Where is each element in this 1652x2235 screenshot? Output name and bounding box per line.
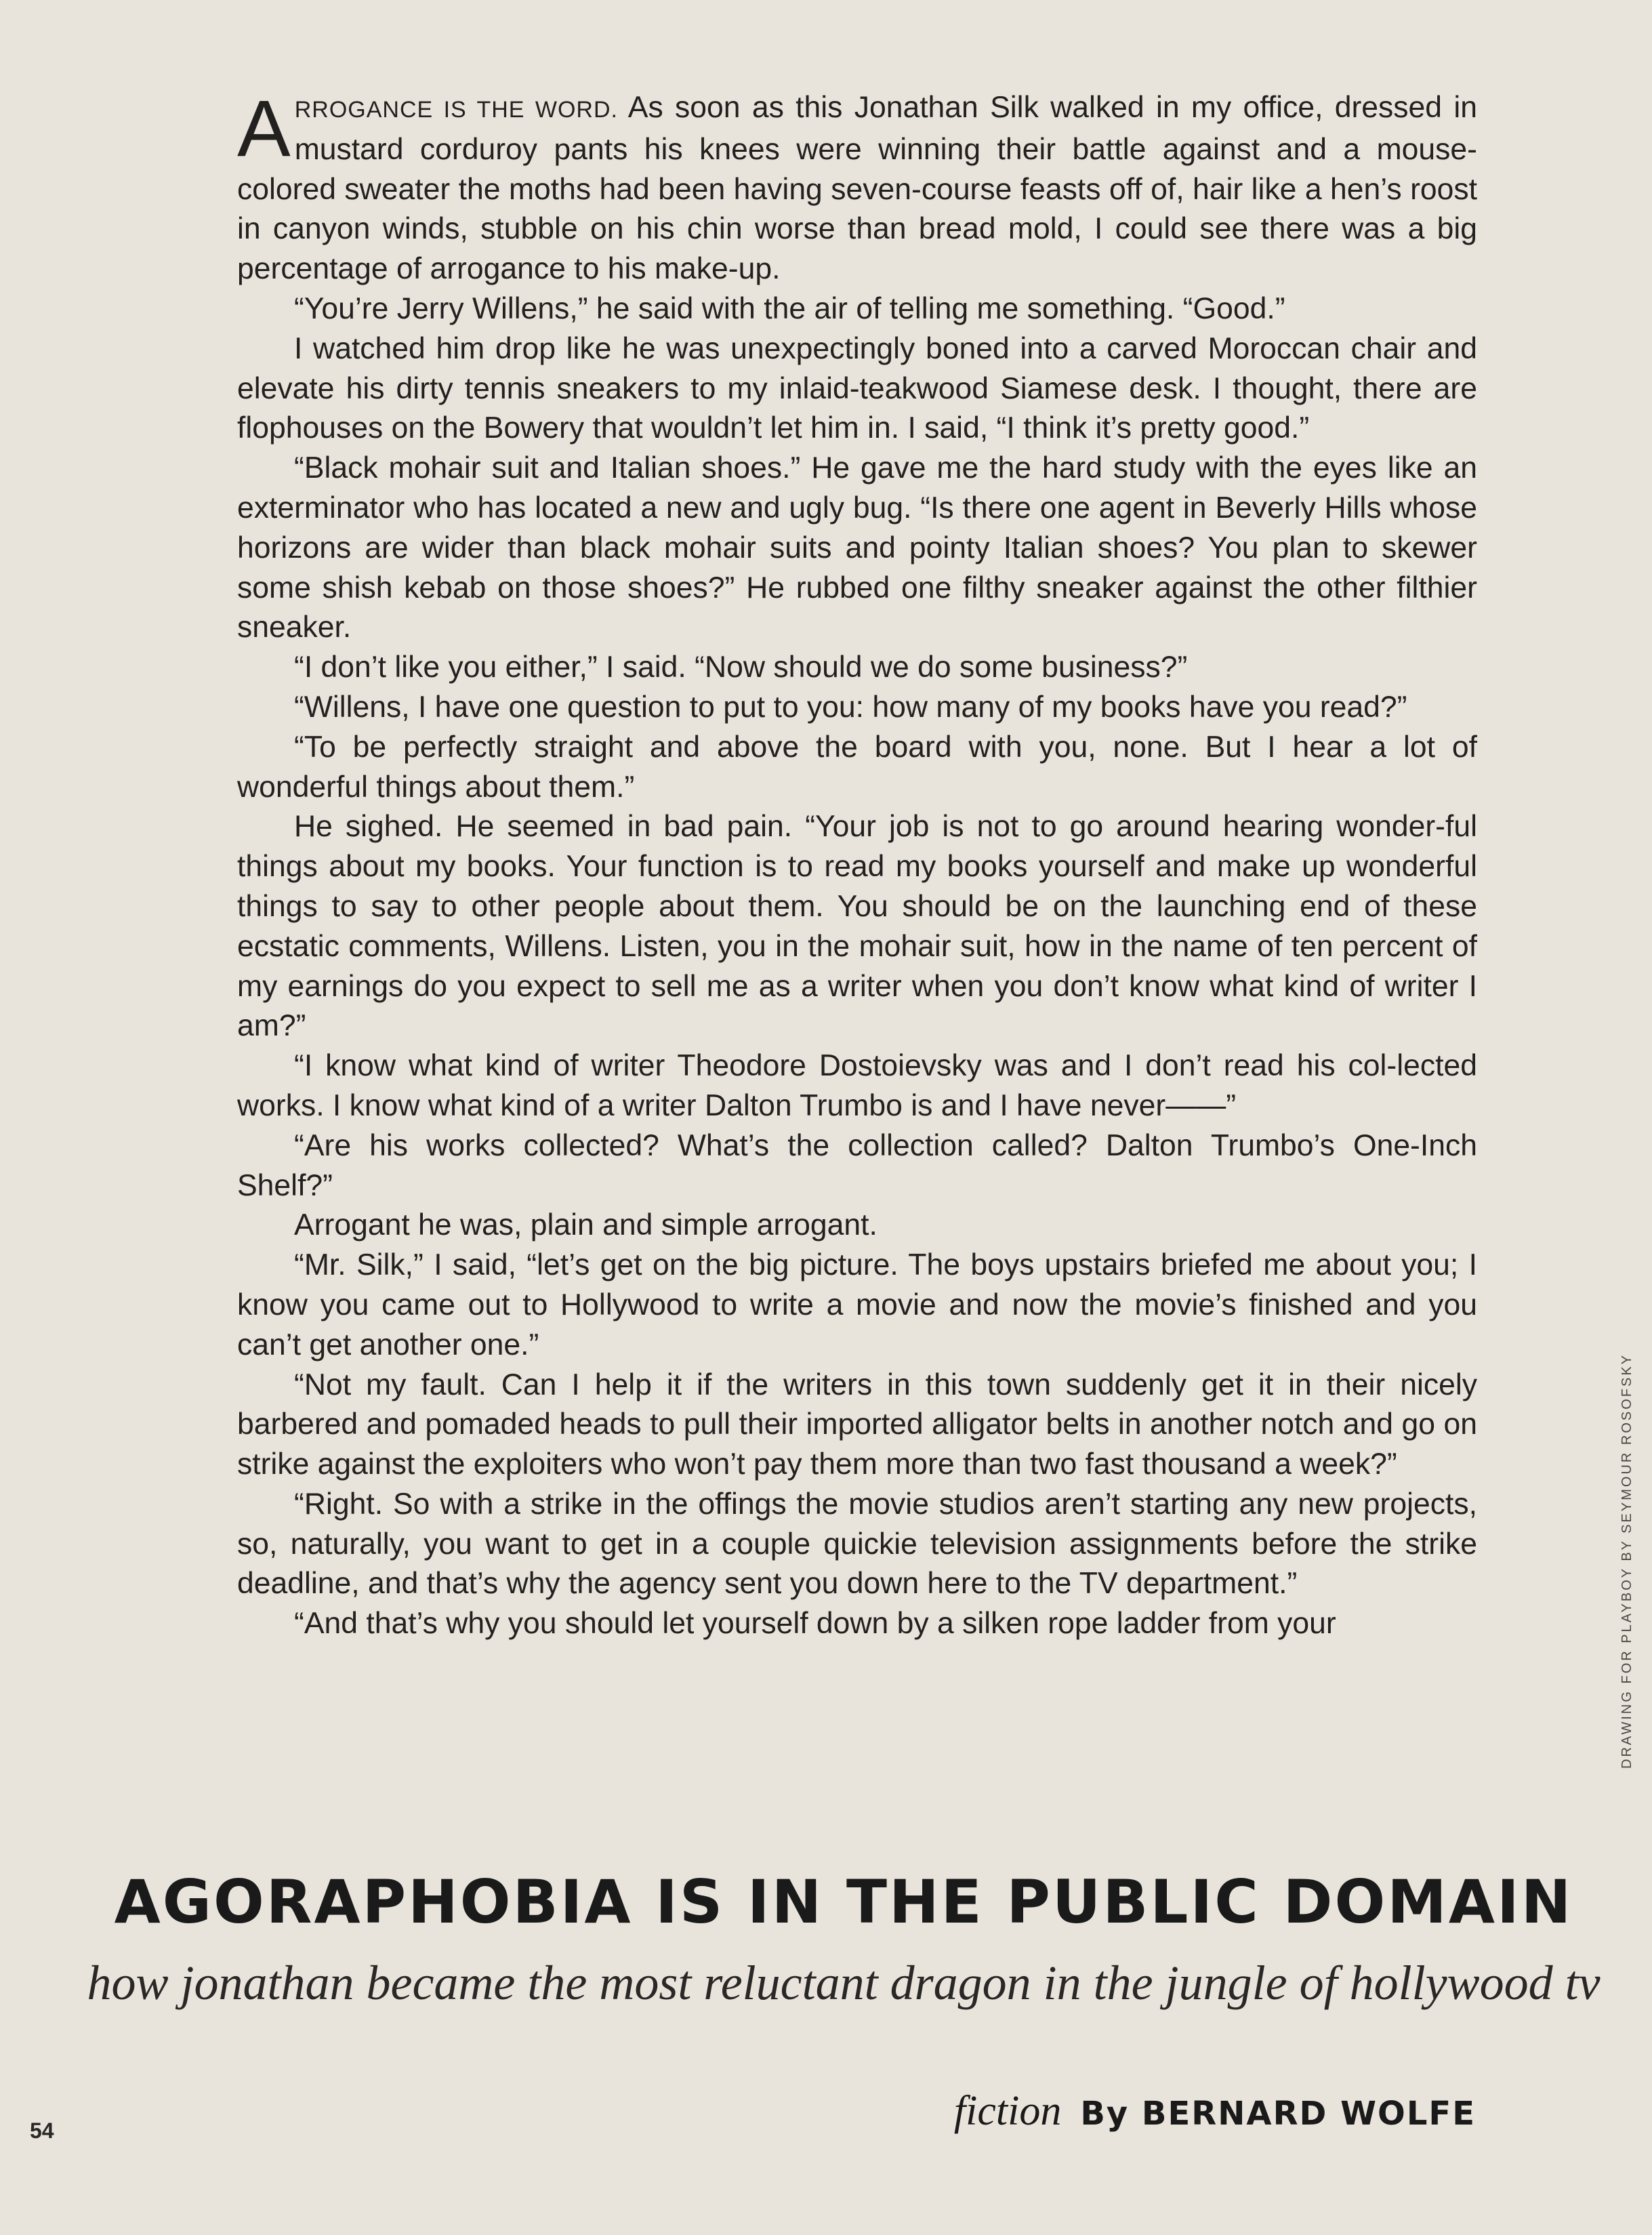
article-paragraph: He sighed. He seemed in bad pain. “Your job is not to go around hearing wonder-ful things about my books. Your function is to read my books yourself and make up wonderful things to say to other people about them. You should be on the launching end of these ecstatic comments, Willens. Listen, you in the mohair suit, how in the name of ten percent of my earnings do you expect to sell me as a writer when you don’t know what kind of writer I am?” — [237, 810, 1477, 1043]
illustration-credit: DRAWING FOR PLAYBOY BY SEYMOUR ROSOFSKY — [1619, 1353, 1634, 1769]
article-title: AGORAPHOBIA IS IN THE PUBLIC DOMAIN — [114, 1867, 1573, 1937]
page-number: 54 — [30, 2118, 54, 2143]
article-subtitle: how jonathan became the most reluctant dragon in the jungle of hollywood tv — [87, 1956, 1601, 2010]
article-paragraph: “Willens, I have one question to put to you: how many of my books have you read?” — [294, 690, 1407, 724]
article-paragraph: “And that’s why you should let yourself down by a silken rope ladder from your — [294, 1607, 1336, 1641]
article-paragraph: “To be perfectly straight and above the board with you, none. But I hear a lot of wonderful things about them.” — [237, 730, 1477, 804]
byline — [954, 2087, 1476, 2135]
article-paragraph: “Right. So with a strike in the offings the movie studios aren’t starting any new projects, so, naturally, you want to get in a couple quickie television assignments before the strike deadline, and that’s why the agency sent you down here to the TV department.” — [237, 1487, 1477, 1601]
first-paragraph-text: As soon as this Jonathan Silk walked in my office, dressed in mustard corduroy pants his knees were winning their battle against and a mouse-colored sweater the moths had been having seven-course feasts off of, hair like a hen’s roost in canyon winds, stubble on his chin worse than bread mold, I could see there was a big percentage of arrogance to his make-up. — [237, 91, 1477, 286]
lead-in: RROGANCE IS THE WORD. — [294, 97, 618, 123]
article-paragraph: “Black mohair suit and Italian shoes.” He gave me the hard study with the eyes like an exterminator who has located a new and ugly bug. “Is there one agent in Beverly Hills whose horizons are wider than black mohair suits and pointy Italian shoes? You plan to skewer some shish kebab on those shoes?” He rubbed one filthy sneaker against the other filthier sneaker. — [237, 451, 1477, 644]
article-paragraph: “I don’t like you either,” I said. “Now should we do some business?” — [294, 651, 1188, 684]
article-body — [237, 84, 1477, 1644]
article-paragraph: “I know what kind of writer Theodore Dostoievsky was and I don’t read his col-lected works. I know what kind of a writer Dalton Trumbo is and I have never——” — [237, 1049, 1477, 1122]
article-paragraph: Arrogant he was, plain and simple arrogant. — [294, 1208, 877, 1242]
article-paragraph: “Not my fault. Can I help it if the writers in this town suddenly get it in their nicely barbered and pomaded heads to pull their imported alligator belts in another notch and go on strike against the exploiters who won’t pay them more than two fast thousand a week?” — [237, 1368, 1477, 1481]
article-paragraph: “Mr. Silk,” I said, “let’s get on the big picture. The boys upstairs briefed me about you; I know you came out to Hollywood to write a movie and now the movie’s finished and you can’t get another one.” — [237, 1248, 1477, 1361]
byline-author: By BERNARD WOLFE — [1080, 2095, 1476, 2133]
article-paragraph: “Are his works collected? What’s the collection called? Dalton Trumbo’s One-Inch Shelf?” — [237, 1128, 1477, 1202]
drop-cap: A — [237, 84, 291, 173]
article-paragraph: I watched him drop like he was unexpectingly boned into a carved Moroccan chair and elevate his dirty tennis sneakers to my inlaid-teakwood Siamese desk. I thought, there are flophouses on the Bowery that wouldn’t let him in. I said, “I think it’s pretty good.” — [237, 331, 1477, 445]
byline-category: fiction — [953, 2088, 1062, 2134]
article-paragraph — [237, 84, 1477, 289]
article-paragraph: “You’re Jerry Willens,” he said with the air of telling me something. “Good.” — [294, 291, 1285, 325]
